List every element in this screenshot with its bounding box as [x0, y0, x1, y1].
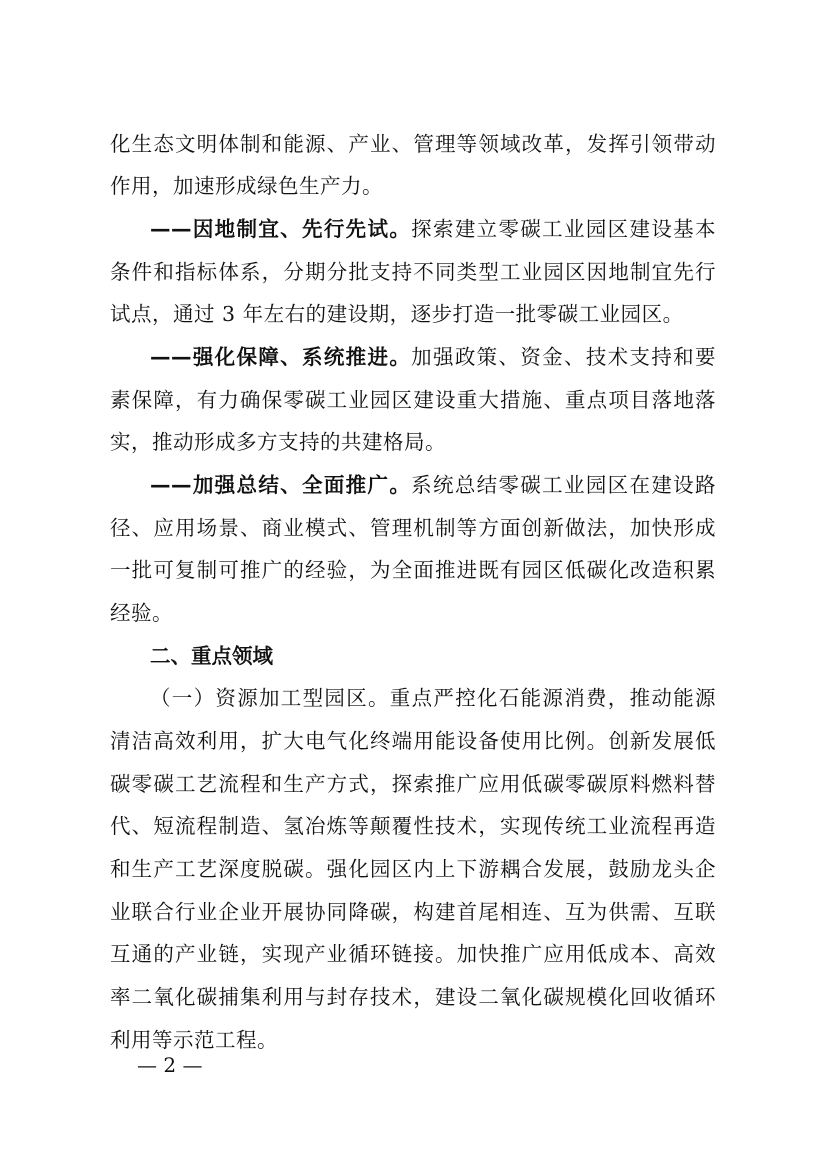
text-fragment: 探索建立零碳工业园区建设基本 [411, 217, 717, 241]
text-line: 和生产工艺深度脱碳。强化园区内上下游耦合发展，鼓励龙头企 [110, 857, 716, 881]
paragraph-lead-line [150, 465, 716, 505]
text-line: 业联合行业企业开展协同降碳，构建首尾相连、互为供需、互联 [110, 900, 716, 924]
paragraph-bold-heading: ——强化保障、系统推进。 [150, 345, 412, 369]
section-heading: 二、重点领域 [150, 644, 273, 668]
text-fragment: 加强政策、资金、技术支持和要 [411, 345, 717, 369]
paragraph-bold-heading: ——因地制宜、先行先试。 [150, 217, 412, 241]
text-line: 一批可复制可推广的经验，为全面推进既有园区低碳化改造积累 [110, 558, 716, 582]
paragraph-lead-line: （一）资源加工型园区。重点严控化石能源消费，推动能源 [150, 686, 716, 710]
text-line: 化生态文明体制和能源、产业、管理等领域改革，发挥引领带动 [110, 132, 716, 156]
text-line: 清洁高效利用，扩大电气化终端用能设备使用比例。创新发展低 [110, 729, 716, 753]
text-line: 条件和指标体系，分期分批支持不同类型工业园区因地制宜先行 [110, 260, 716, 284]
paragraph-lead-line [150, 337, 716, 377]
text-line: 代、短流程制造、氢冶炼等颠覆性技术，实现传统工业流程再造 [110, 814, 716, 838]
text-line: 素保障，有力确保零碳工业园区建设重大措施、重点项目落地落 [110, 388, 716, 412]
text-line: 互通的产业链，实现产业循环链接。加快推广应用低成本、高效 [110, 942, 716, 966]
text-line: 利用等示范工程。 [110, 1028, 278, 1052]
page-number: — 2 — [137, 1053, 203, 1077]
text-line: 实，推动形成多方支持的共建格局。 [110, 430, 446, 454]
text-line: 作用，加速形成绿色生产力。 [110, 174, 383, 198]
paragraph-bold-heading: ——加强总结、全面推广。 [150, 473, 412, 497]
text-line: 经验。 [110, 601, 173, 625]
text-line: 试点，通过 3 年左右的建设期，逐步打造一批零碳工业园区。 [110, 302, 684, 326]
paragraph-lead-line [150, 209, 716, 249]
text-line: 碳零碳工艺流程和生产方式，探索推广应用低碳零碳原料燃料替 [110, 772, 716, 796]
text-line: 率二氧化碳捕集利用与封存技术，建设二氧化碳规模化回收循环 [110, 985, 716, 1009]
text-fragment: 系统总结零碳工业园区在建设路 [411, 473, 717, 497]
text-line: 径、应用场景、商业模式、管理机制等方面创新做法，加快形成 [110, 516, 716, 540]
